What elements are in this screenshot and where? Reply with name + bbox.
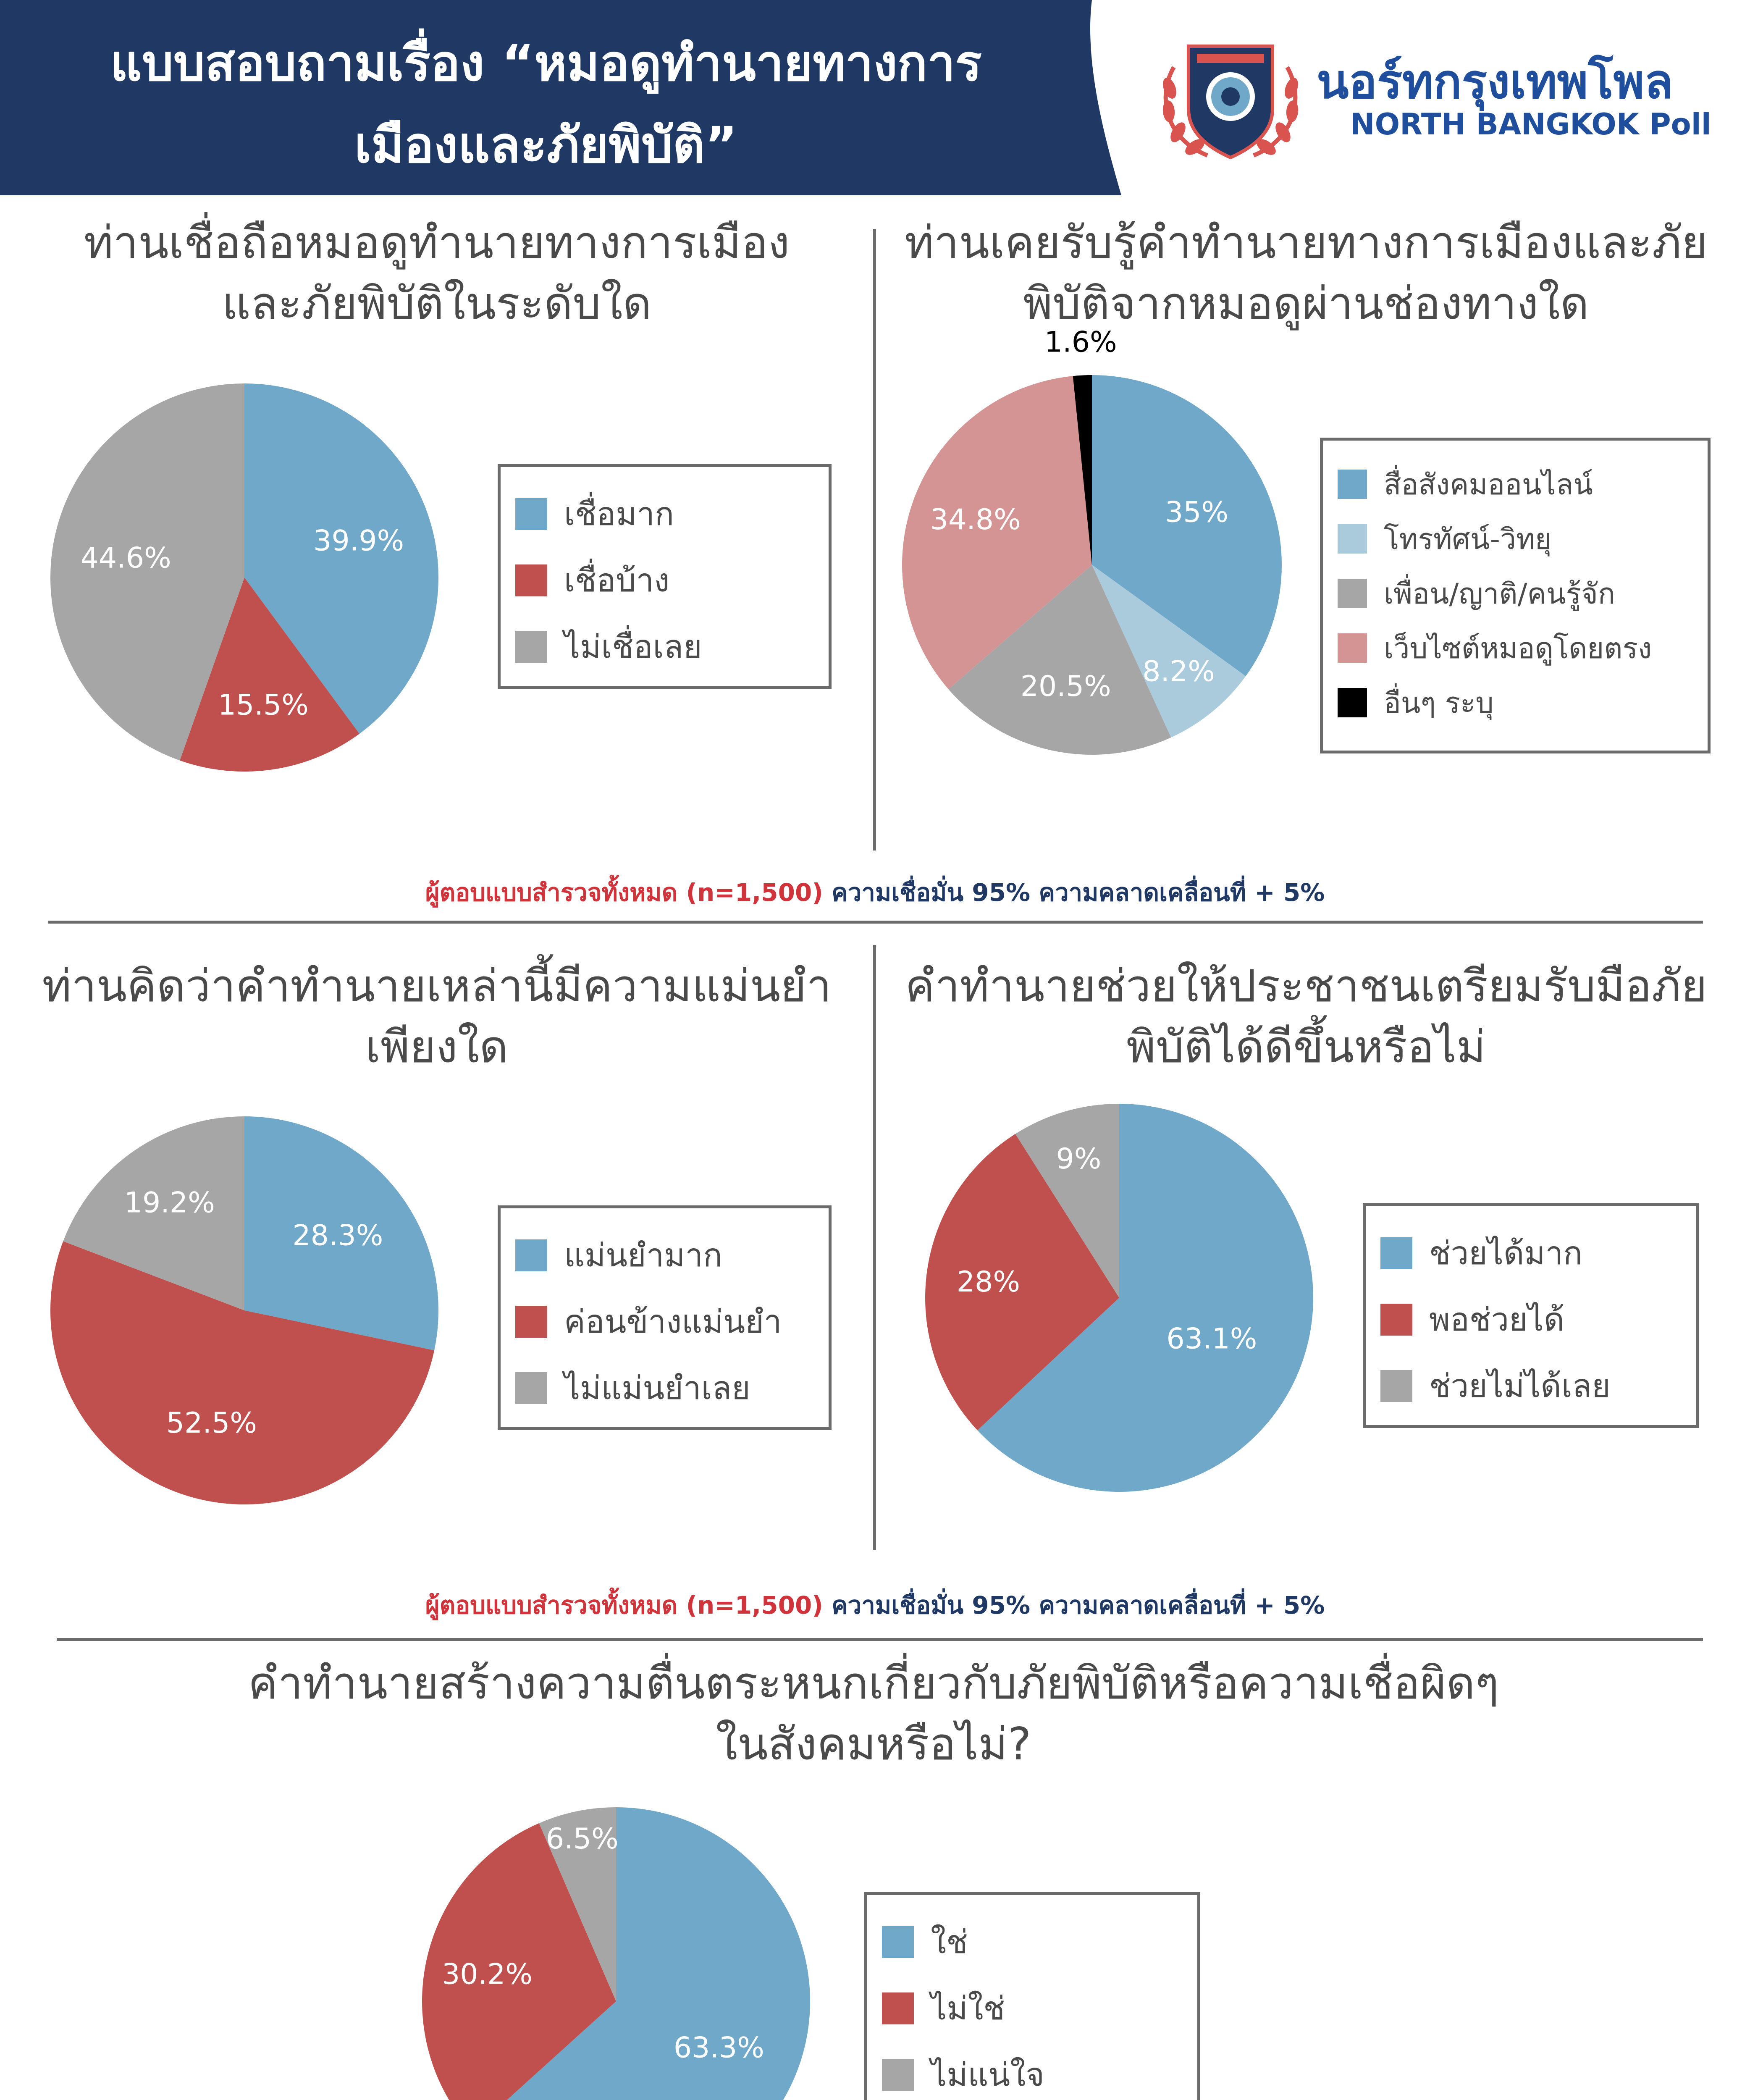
- legend-label: เว็บไซต์หมอดูโดยตรง: [1384, 632, 1652, 665]
- sample-note-1: [0, 873, 1750, 912]
- legend-swatch: [1338, 524, 1367, 554]
- pie-data-label-1: 63.1%: [1166, 1322, 1257, 1356]
- confidence-text: ความเชื่อมั่น 95% ความคลาดเคลื่อนที่ + 5%: [832, 878, 1325, 907]
- pie-data-label-2: 28%: [956, 1265, 1020, 1299]
- legend-label: ไม่แม่นยำเลย: [564, 1369, 750, 1407]
- legend-swatch: [1380, 1304, 1412, 1336]
- legend-swatch: [1338, 579, 1367, 608]
- chart3-legend: [498, 1205, 832, 1430]
- legend-label: เพื่อน/ญาติ/คนรู้จัก: [1384, 578, 1616, 611]
- legend-item: [1338, 571, 1615, 616]
- legend-item: [1338, 462, 1593, 507]
- confidence-text: ความเชื่อมั่น 95% ความคลาดเคลื่อนที่ + 5%: [832, 1591, 1325, 1620]
- legend-item: [1380, 1228, 1582, 1278]
- legend-label: โทรทัศน์-วิทยุ: [1384, 523, 1552, 556]
- legend-label: สื่อสังคมออนไลน์: [1384, 468, 1593, 501]
- pie-data-label-2: 8.2%: [1142, 655, 1215, 688]
- legend-item: [1380, 1361, 1611, 1411]
- pie-data-label-2: 30.2%: [441, 1958, 533, 1991]
- legend-label: พอช่วยได้: [1429, 1301, 1565, 1338]
- legend-label: เชื่อมาก: [564, 495, 674, 533]
- chart5-title-line1: คำทำนายสร้างความตื่นตระหนกเกี่ยวกับภัยพิบัติหรือความเชื่อผิดๆ: [248, 1657, 1499, 1709]
- chart1-title-line1: ท่านเชื่อถือหมอดูทำนายทางการเมือง: [84, 217, 790, 268]
- legend-label: ไม่ใช่: [931, 1990, 1005, 2027]
- pie-data-label-3: 20.5%: [1020, 670, 1111, 704]
- legend-item: [1338, 680, 1494, 725]
- legend-item: [515, 622, 702, 672]
- pie-data-label-3: 6.5%: [546, 1822, 619, 1856]
- pie-data-label-3: 9%: [1056, 1142, 1102, 1176]
- page-title-line2: เมืองและภัยพิบัติ”: [354, 116, 738, 174]
- pie-data-label-1: 35%: [1165, 496, 1229, 529]
- brand-english-name: NORTH BANGKOK Poll: [1350, 107, 1711, 142]
- page-title-line1: แบบสอบถามเรื่อง “หมอดูทำนายทางการ: [110, 34, 982, 92]
- legend-item: [1338, 625, 1652, 671]
- chart2-legend: [1320, 438, 1711, 753]
- legend-swatch: [1338, 633, 1367, 663]
- pie-data-label-5: 1.6%: [1044, 326, 1117, 359]
- legend-swatch: [515, 1239, 547, 1271]
- legend-swatch: [882, 1992, 914, 2024]
- legend-swatch: [1380, 1370, 1412, 1402]
- chart4-title-line2: พิบัติได้ดีขึ้นหรือไม่: [1126, 1021, 1486, 1073]
- legend-swatch: [515, 498, 547, 530]
- legend-label: ไม่แน่ใจ: [931, 2056, 1044, 2093]
- legend-label: ใช่: [931, 1923, 968, 1961]
- legend-item: [515, 1363, 750, 1413]
- legend-item: [882, 1917, 968, 1967]
- legend-swatch: [515, 564, 547, 596]
- chart1-title-line2: และภัยพิบัติในระดับใด: [222, 278, 652, 329]
- legend-item: [1338, 516, 1552, 562]
- sample-note-2: [0, 1586, 1750, 1625]
- legend-item: [515, 1230, 722, 1281]
- legend-label: ช่วยได้มาก: [1429, 1234, 1583, 1272]
- pie-data-label-1: 39.9%: [313, 524, 404, 558]
- legend-label: ช่วยไม่ได้เลย: [1429, 1367, 1611, 1404]
- legend-swatch: [515, 631, 547, 663]
- sample-size-text: ผู้ตอบแบบสำรวจทั้งหมด (n=1,500): [425, 878, 823, 907]
- chart1-legend: [498, 464, 832, 689]
- legend-swatch: [1338, 470, 1367, 499]
- chart3-title-line2: เพียงใด: [365, 1021, 509, 1073]
- legend-swatch: [1380, 1237, 1412, 1269]
- pie-data-label-4: 34.8%: [930, 503, 1021, 536]
- legend-item: [1380, 1294, 1564, 1345]
- legend-swatch: [515, 1372, 547, 1404]
- chart4-legend: [1363, 1203, 1699, 1428]
- legend-label: อื่นๆ ระบุ: [1384, 687, 1494, 720]
- chart2-title-line2: พิบัติจากหมอดูผ่านช่องทางใด: [1023, 278, 1589, 329]
- pie-data-label-3: 44.6%: [80, 541, 171, 575]
- legend-item: [882, 2050, 1044, 2100]
- chart4-title-line1: คำทำนายช่วยให้ประชาชนเตรียมรับมือภัย: [905, 960, 1707, 1012]
- legend-label: ไม่เชื่อเลย: [564, 628, 702, 665]
- chart2-title-line1: ท่านเคยรับรู้คำทำนายทางการเมืองและภัย: [905, 217, 1708, 268]
- pie-data-label-2: 52.5%: [166, 1406, 257, 1440]
- pie-data-label-2: 15.5%: [218, 688, 309, 722]
- legend-item: [515, 1297, 782, 1347]
- legend-item: [515, 555, 669, 606]
- legend-label: แม่นยำมาก: [564, 1236, 723, 1274]
- legend-item: [882, 1983, 1005, 2034]
- legend-label: เชื่อบ้าง: [564, 562, 670, 599]
- legend-swatch: [882, 2059, 914, 2091]
- legend-swatch: [515, 1306, 547, 1338]
- legend-item: [515, 489, 674, 539]
- pie-data-label-1: 63.3%: [673, 2031, 764, 2065]
- legend-label: ค่อนข้างแม่นยำ: [564, 1303, 782, 1340]
- chart3-title-line1: ท่านคิดว่าคำทำนายเหล่านี้มีความแม่นยำ: [42, 960, 832, 1012]
- chart5-legend: [864, 1892, 1200, 2100]
- chart5-title-line2: ในสังคมหรือไม่?: [716, 1718, 1031, 1770]
- legend-swatch: [1338, 688, 1367, 717]
- legend-swatch: [882, 1926, 914, 1958]
- pie-data-label-1: 28.3%: [292, 1219, 383, 1252]
- pie-data-label-3: 19.2%: [124, 1186, 215, 1220]
- brand-thai-name: นอร์ทกรุงเทพโพล: [1317, 55, 1674, 109]
- sample-size-text: ผู้ตอบแบบสำรวจทั้งหมด (n=1,500): [425, 1591, 823, 1620]
